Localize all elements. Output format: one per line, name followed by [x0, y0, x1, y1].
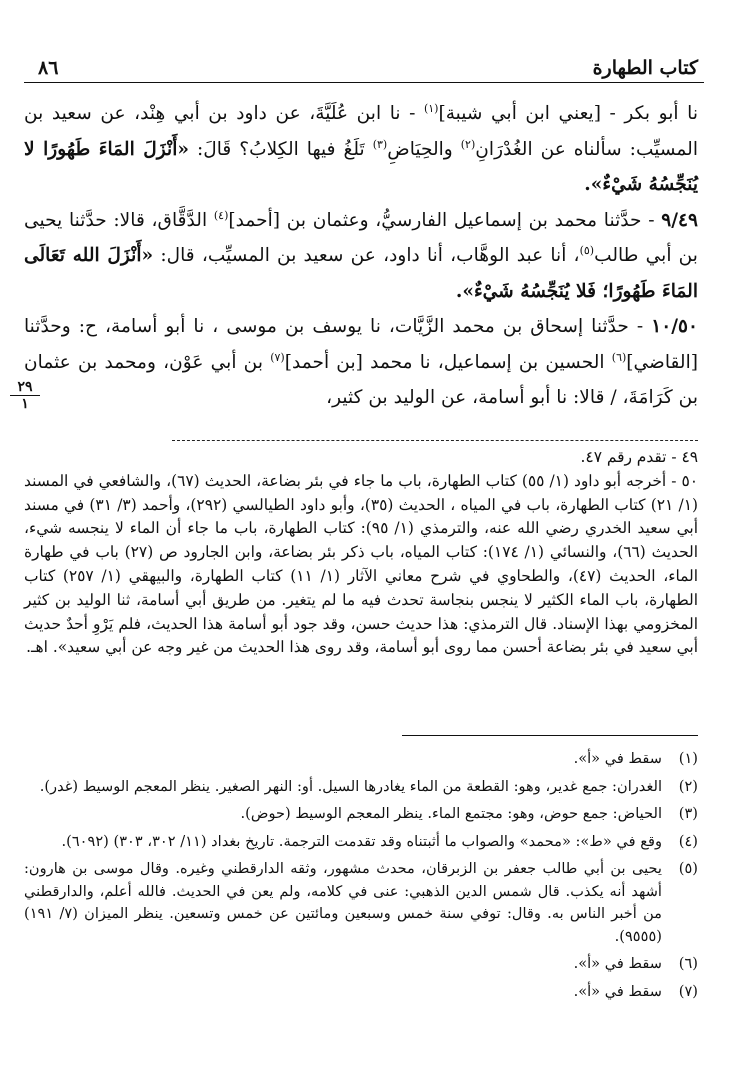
hadith-quote-1: «أَنْزَلَ المَاءَ طَهُورًا لا يُنَجِّسُهُ شَيْءٌ». — [24, 138, 698, 195]
footnotes-separator — [402, 735, 698, 736]
takhrij-49: ٤٩ - تقدم رقم ٤٧. — [580, 448, 698, 466]
footnote-ref-7: (٧) — [270, 350, 285, 364]
footnote-4: (٤) وقع في «ط»: «محمد» والصواب ما أثبتناه وقد تقدمت الترجمة. تاريخ بغداد (١١/ ٣٠٢، ٣٠٣) (٦٠٩٢). — [61, 832, 698, 850]
footnote-ref-1: (١) — [423, 101, 439, 115]
manuscript-folio-marker: ٢٩ ١ — [10, 380, 40, 411]
footnote-3: (٣) الحياض: جمع حوض، وهو: مجتمع الماء. ينظر المعجم الوسيط (حوض). — [240, 805, 698, 822]
hadith-quote-2: «أَنْزَلَ الله تَعَالَى المَاءَ طَهُورًا؛ فَلا يُنَجِّسُهُ شَيْءٌ». — [24, 245, 698, 302]
page — [17, 0, 704, 1091]
footnote-ref-3: (٣) — [372, 137, 388, 151]
footnote-6: (٦) سقط في «أ». — [573, 955, 698, 972]
hadith-number-49: ٩/٤٩ — [661, 209, 698, 231]
footnote-1: (١) سقط في «أ». — [573, 750, 698, 767]
footnote-ref-4: (٤) — [213, 208, 229, 222]
paragraph-3: ١٠/٥٠ - حدَّثنا إسحاق بن محمد الزَّيَّات، نا يوسف بن موسى ، نا أبو أسامة، ح: وحدَّثنا [القاضي]$^{(٦)}$ الحسين بن إسماعيل، نا محمد [بن أحمد]$^{(٧)}$ بن أبي عَوْن، ومحمد بن عثمان بن كَرَامَةَ، / قالا: نا أبو أسامة، عن الوليد بن كثير، — [24, 316, 698, 408]
main-text — [24, 96, 698, 416]
page-header — [24, 55, 704, 83]
footnote-5: (٥) يحيى بن أبي طالب جعفر بن الزبرقان، محدث مشهور، وثقه الدارقطني وغيره. وقال موسى بن هارون: أشهد أنه يكذب. قال شمس الدين الذهبي: عنى في كلامه، ولم يعن في الحديث. فالله أعلم، والدارقطني من أخبر الناس به. وقال: توفي سنة خمس وسبعين ومائتين عن خمس وتسعين. ينظر الميزان (٧/ ١٩١) (٩٥٥٥). — [24, 860, 698, 945]
takhrij-section — [24, 446, 698, 660]
dashed-separator — [172, 440, 698, 441]
header-rule — [24, 82, 704, 83]
takhrij-50: ٥٠ - أخرجه أبو داود (١/ ٥٥) كتاب الطهارة، باب ما جاء في بئر بضاعة، الحديث (٦٧)، والشافعي في المسند (١/ ٢١) كتاب الطهارة، باب في المياه ، الحديث (٣٥)، وأبو داود الطيالسي (٢٩٢)، وأحمد (٣/ ٣١) في مسند أبي سعيد الخدري رضي الله عنه، والترمذي (١/ ٩٥): كتاب الطهارة، باب ما جاء أن الماء لا ينجسه شيء، الحديث (٦٦)، والنسائي (١/ ١٧٤): كتاب المياه، باب ذكر بئر بضاعة، وابن الجارود ص (٢٧) باب في طهارة الماء، الحديث (٤٧)، والطحاوي في شرح معاني الآثار (١/ ١١) كتاب الطهارة، والبيهقي (١/ ٢٥٧) كتاب الطهارة، باب الماء الكثير لا ينجس بنجاسة تحدث فيه ما لم يتغير. من طريق أبي أسامة، ثنا الوليد بن كثير المخزومي بهذا الإسناد. قال الترمذي: هذا حديث حسن، وقد جود أبو أسامة هذا الحديث، فلم يَرْوِ أحدٌ حديث أبي سعيد في بئر بضاعة أحسن مما روى أبو أسامة، وقد روى هذا الحديث من غير وجه عن أبي سعيد». اهـ. — [24, 471, 699, 657]
footnote-7: (٧) سقط في «أ». — [573, 982, 698, 1000]
paragraph-2: ٩/٤٩ - حدَّثنا محمد بن إسماعيل الفارسيُّ، وعثمان بن [أحمد]$^{(٤)}$ الدَّقَّاق، قالا: حدَّثنا يحيى بن أبي طالب$^{(٥)}$، أنا عبد الوهَّاب، أنا داود، عن سعيد بن المسيِّب، قال: «أَنْزَلَ الله تَعَالَى المَاءَ طَهُورًا؛ فَلا يُنَجِّسُهُ شَيْءٌ». — [24, 208, 698, 302]
footnote-ref-5: (٥) — [579, 243, 595, 257]
paragraph-1: نا أبو بكر - [يعني ابن أبي شيبة]$^{(١)}$ - نا ابن عُلَيَّةَ، عن داود بن أبي هِنْد، عن سعيد بن المسيِّب: سألناه عن الغُدْرَانِ$^{(٢)}$ والحِيَاضِ$^{(٣)}$ تَلَغُ فيها الكِلابُ؟ قَالَ: «أَنْزَلَ المَاءَ طَهُورًا لا يُنَجِّسُهُ شَيْءٌ». — [24, 101, 698, 195]
book-title: كتاب الطهارة — [592, 57, 698, 79]
footnote-2: (٢) الغدران: جمع غدير، وهو: القطعة من الماء يغادرها السيل. أو: النهر الصغير. ينظر المعجم الوسيط (غدر). — [39, 777, 698, 795]
footnotes — [24, 748, 698, 1008]
footnote-ref-2: (٢) — [460, 137, 476, 151]
hadith-number-50: ١٠/٥٠ — [651, 316, 698, 337]
footnote-ref-6: (٦) — [611, 350, 627, 364]
page-number: ٨٦ — [38, 57, 59, 79]
